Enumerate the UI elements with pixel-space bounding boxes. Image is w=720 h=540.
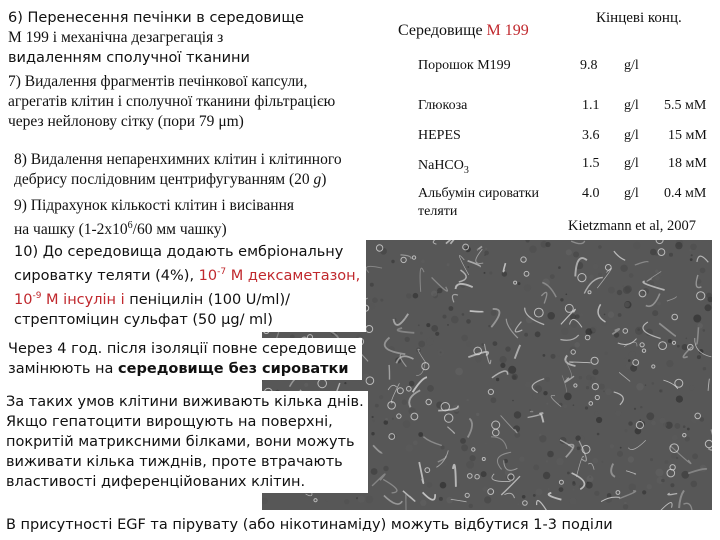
- row-unit: g/l: [624, 186, 639, 201]
- row-final: 18 мМ: [668, 156, 707, 171]
- step-6-line-2: М 199 і механічна дезагрегація з: [8, 29, 224, 46]
- survival-line-5: властивості диференційованих клітин.: [6, 474, 306, 490]
- row-final: 15 мМ: [668, 128, 707, 143]
- row-value: 3.6: [582, 128, 600, 143]
- row-name: NaHCO$_3$: [418, 158, 469, 176]
- row-value: 1.1: [582, 98, 600, 113]
- step-10-line-2: сироватку теляти (4%), $10^{-7}$ М дексаметазон,: [14, 267, 361, 284]
- step-8-line-1: 8) Видалення непаренхимних клітин і клітинного: [14, 151, 342, 168]
- footer-note: В присутності EGF та пірувату (або нікотинаміду) можуть відбутися 1-3 поділи: [6, 517, 613, 533]
- row-name: Глюкоза: [418, 98, 468, 113]
- medium-heading: Середовище М 199: [398, 22, 529, 39]
- step-9-line-1: 9) Підрахунок кількості клітин і висівання: [14, 197, 295, 214]
- medium-change-line-2: замінюють на середовище без сироватки: [8, 361, 349, 377]
- step-6: [8, 8, 304, 28]
- survival-line-4: виживати кілька тижднів, проте втрачають: [6, 454, 343, 470]
- row-name-2: теляти: [418, 204, 458, 219]
- step-7-line-2: агрегатів клітин і сполучної тканини фільтрацією: [8, 93, 336, 110]
- step-7-line-1: 7) Видалення фрагментів печінкової капсули,: [8, 73, 308, 90]
- survival-note: [2, 391, 368, 493]
- step-8-line-2: дебрису послідовним центрифугуванням (20 g): [14, 171, 327, 188]
- final-conc-heading: Кінцеві конц.: [596, 10, 682, 26]
- row-value: 1.5: [582, 156, 600, 171]
- row-final: 5.5 мМ: [664, 98, 707, 113]
- row-name: HEPES: [418, 128, 461, 143]
- step-9-line-2: на чашку ($1-2х10^6/60$ мм чашку): [14, 220, 227, 239]
- step-7: [8, 72, 335, 132]
- step-6-cont: [8, 28, 223, 48]
- step-10-line-3: $10^{-9}$ М інсулін і пеніцилін (100 U/ml)/: [14, 290, 290, 308]
- step-10: [10, 240, 366, 332]
- step-6-cont-2: [8, 48, 250, 68]
- step-7-line-3: через нейлонову сітку (пори 79 μm): [8, 113, 244, 130]
- step-9: [14, 196, 294, 240]
- survival-line-3: покритій матриксними білками, вони можуть: [6, 434, 355, 450]
- citation: Kietzmann et al, 2007: [568, 218, 697, 234]
- row-name: Альбумін сироватки: [418, 186, 540, 201]
- row-final: 0.4 мМ: [664, 186, 707, 201]
- step-6-line-3: видаленням сполучної тканини: [8, 50, 250, 66]
- row-value: 9.8: [580, 58, 598, 73]
- row-unit: g/l: [624, 98, 639, 113]
- medium-change-line-1: Через 4 год. після ізоляції повне середовище: [8, 341, 357, 357]
- survival-line-2: Якщо гепатоцити вирощують на поверхні,: [6, 414, 333, 430]
- step-6-line-1: 6) Перенесення печінки в середовище: [8, 10, 304, 26]
- row-name: Порошок М199: [418, 58, 511, 73]
- step-10-line-1: 10) До середовища додають ембріональну: [14, 244, 344, 260]
- survival-line-1: За таких умов клітини виживають кілька днів.: [6, 394, 364, 410]
- row-value: 4.0: [582, 186, 600, 201]
- row-unit: g/l: [624, 128, 639, 143]
- step-8: [14, 150, 342, 190]
- step-10-line-4: стрептоміцин сульфат (50 μg/ ml): [14, 311, 273, 328]
- medium-change-note: [4, 338, 362, 380]
- row-unit: g/l: [624, 156, 639, 171]
- row-unit: g/l: [624, 58, 639, 73]
